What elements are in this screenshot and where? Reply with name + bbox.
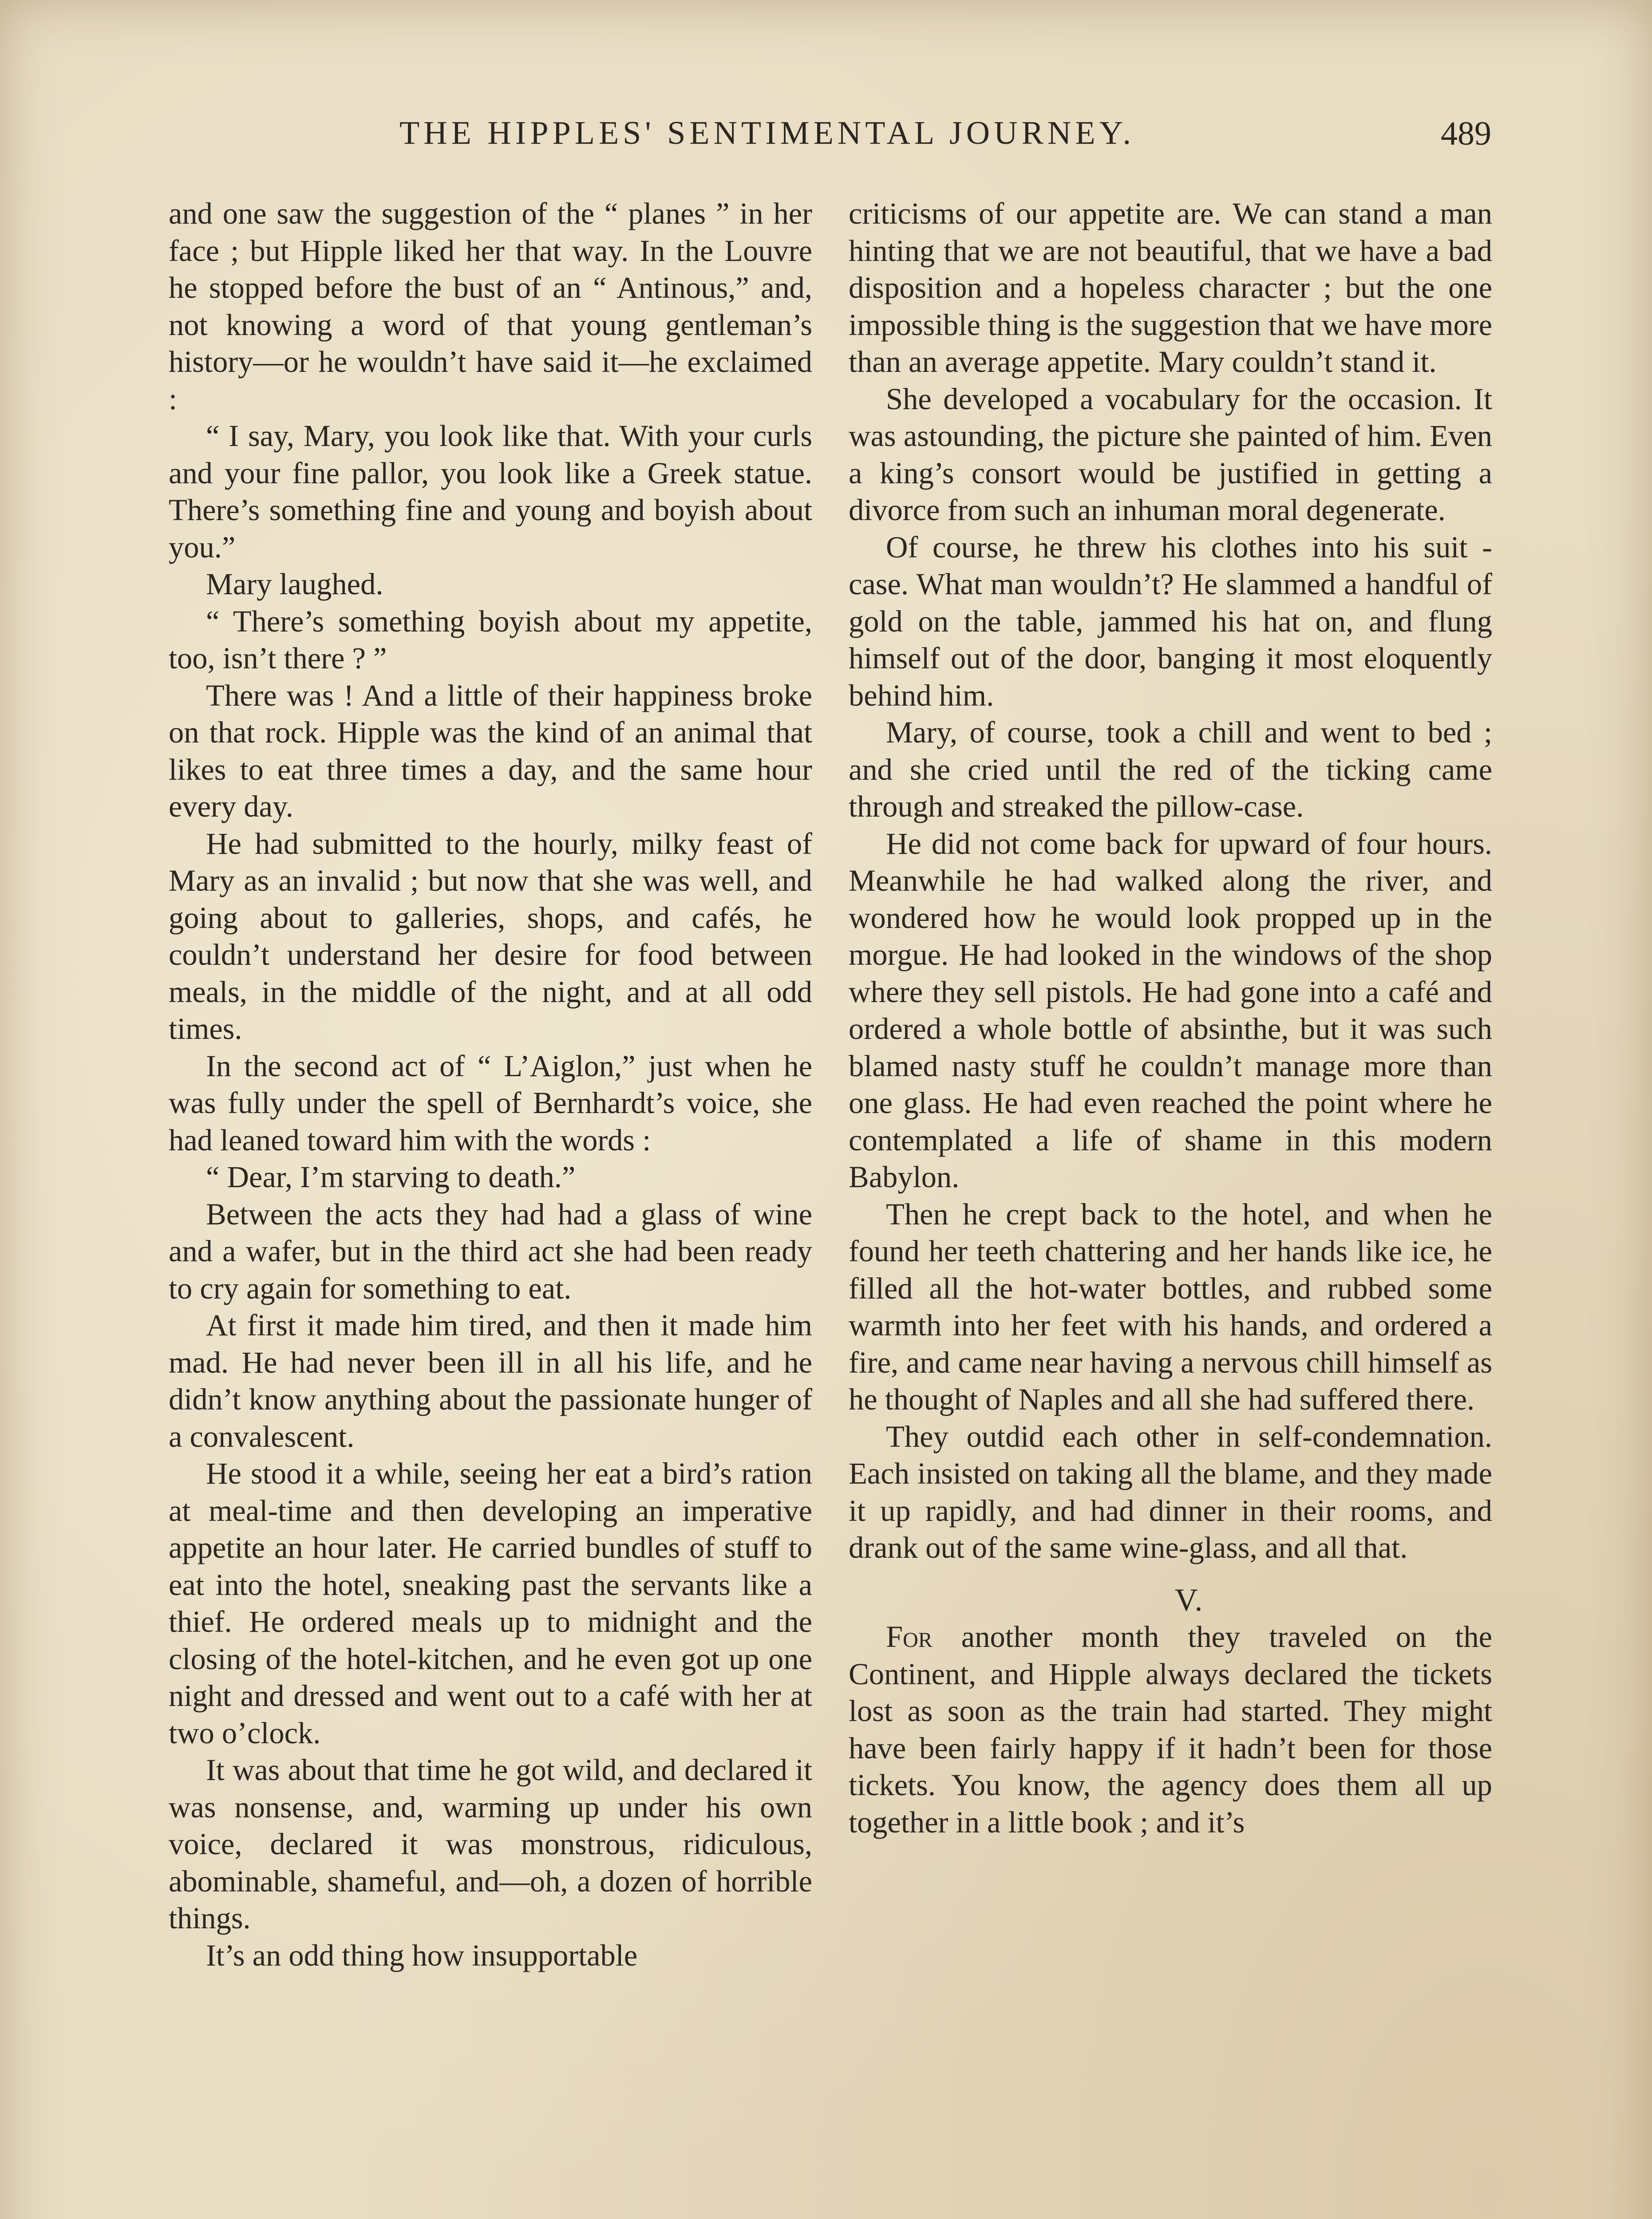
paragraph: and one saw the suggestion of the “ planes ” in her face ; but Hipple liked her that way. In the Louvre he stopped before the bust of an “ Antinous,” and, not knowing a word of that young gentleman’s history—or he wouldn’t have said it—he exclaimed : xyxy=(169,197,812,416)
section-heading: V. xyxy=(1174,1582,1204,1618)
paragraph: It was about that time he got wild, and declared it was nonsense, and, warming up under his own voice, declared it was monstrous, ridiculous, abominable, shameful, and—oh, a dozen of horrible things. xyxy=(169,1753,812,1935)
paragraph: She developed a vocabulary for the occasion. It was astounding, the picture she painted of him. Even a king’s consort would be justified in getting a divorce from such an inhuman moral degenerate. xyxy=(849,382,1492,527)
paragraph: At first it made him tired, and then it made him mad. He had never been ill in all his life, and he didn’t know anything about the passionate hunger of a convalescent. xyxy=(169,1308,812,1453)
paragraph: It’s an odd thing how insupportable xyxy=(206,1938,638,1972)
paragraph: He did not come back for upward of four hours. Meanwhile he had walked along the river, and wondered how he would look propped up in the morgue. He had looked in the windows of the shop where they sell pistols. He had gone into a café and ordered a whole bottle of absinthe, but it was such blamed nasty stuff he couldn’t manage more than one glass. He had even reached the point where he contemplated a life of shame in this modern Babylon. xyxy=(849,826,1492,1194)
right-column xyxy=(849,195,1492,1841)
paragraph: criticisms of our appetite are. We can stand a man hinting that we are not beautiful, that we have a bad disposition and a hopeless character ; but the one impossible thing is the suggestion that we have more than an average appetite. Mary couldn’t stand it. xyxy=(849,197,1492,379)
section-first-word: For xyxy=(886,1620,933,1654)
paragraph: In the second act of “ L’Aiglon,” just when he was fully under the spell of Bernhardt’s voice, she had leaned toward him with the words : xyxy=(169,1049,812,1157)
paragraph: “ Dear, I’m starving to death.” xyxy=(206,1160,576,1194)
paragraph: “ There’s something boyish about my appetite, too, isn’t there ? ” xyxy=(169,604,812,675)
paragraph: Then he crept back to the hotel, and when he found her teeth chattering and her hands like ice, he filled all the hot-water bottles, and rubbed some warmth into her feet with his hands, and ordered a fire, and came near having a nervous chill himself as he thought of Naples and all she had suffered there. xyxy=(849,1197,1492,1416)
paragraph: There was ! And a little of their happiness broke on that rock. Hipple was the kind of an animal that likes to eat three times a day, and the same hour every day. xyxy=(169,678,812,823)
paragraph xyxy=(849,1619,1492,1841)
paragraph: Between the acts they had had a glass of wine and a wafer, but in the third act she had been ready to cry again for something to eat. xyxy=(169,1197,812,1305)
paragraph: He stood it a while, seeing her eat a bird’s ration at meal-time and then developing an imperative appetite an hour later. He carried bundles of stuff to eat into the hotel, sneaking past the servants like a thief. He ordered meals up to midnight and the closing of the hotel-kitchen, and he even got up one night and dressed and went out to a café with her at two o’clock. xyxy=(169,1457,812,1750)
page-number: 489 xyxy=(1441,115,1491,152)
paragraph: “ I say, Mary, you look like that. With your curls and your fine pallor, you look like a Greek statue. There’s something fine and young and boyish about you.” xyxy=(169,419,812,564)
left-column xyxy=(169,195,812,1974)
section-first-text: another month they traveled on the Continent, and Hipple always declared the tickets lost as soon as the train had started. They might have been fairly happy if it hadn’t been for those tickets. You know, the agency does them all up together in a little book ; and it’s xyxy=(849,1620,1492,1839)
running-title: THE HIPPLES' SENTIMENTAL JOURNEY. xyxy=(399,115,1135,151)
paragraph: He had submitted to the hourly, milky feast of Mary as an invalid ; but now that she was well, and going about to galleries, shops, and cafés, he couldn’t understand her desire for food between meals, in the middle of the night, and at all odd times. xyxy=(169,826,812,1046)
paragraph: Of course, he threw his clothes into his suit - case. What man wouldn’t? He slammed a handful of gold on the table, jammed his hat on, and flung himself out of the door, banging it most eloquently behind him. xyxy=(849,530,1492,712)
paragraph: Mary laughed. xyxy=(206,567,383,601)
paragraph: Mary, of course, took a chill and went to bed ; and she cried until the red of the ticking came through and streaked the pillow-case. xyxy=(849,715,1492,823)
paragraph: They outdid each other in self-condemnation. Each insisted on taking all the blame, and they made it up rapidly, and had dinner in their rooms, and drank out of the same wine-glass, and all that. xyxy=(849,1419,1492,1564)
running-head xyxy=(169,115,1491,168)
